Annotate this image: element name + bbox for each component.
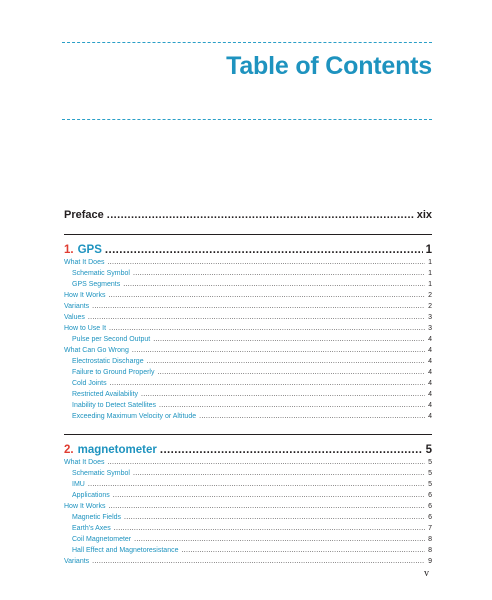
toc-entry[interactable] bbox=[64, 356, 432, 367]
toc-chapter-2[interactable] bbox=[64, 434, 432, 457]
toc-entry[interactable] bbox=[64, 378, 432, 389]
chapter-page: 5 bbox=[425, 444, 432, 456]
entry-label: Values bbox=[64, 314, 85, 321]
entry-label: Variants bbox=[64, 303, 90, 310]
dot-leader bbox=[110, 378, 425, 389]
entry-page: 4 bbox=[428, 391, 432, 398]
toc-entry[interactable] bbox=[64, 545, 432, 556]
toc-entry[interactable] bbox=[64, 323, 432, 334]
chapter-number: 1. bbox=[64, 244, 74, 256]
entry-page: 8 bbox=[428, 536, 432, 543]
entry-page: 3 bbox=[428, 314, 432, 321]
entry-page: 1 bbox=[428, 281, 432, 288]
dot-leader bbox=[159, 400, 425, 411]
entry-label: Coil Magnetometer bbox=[72, 536, 132, 543]
toc-entry[interactable] bbox=[64, 257, 432, 268]
toc-entry[interactable] bbox=[64, 468, 432, 479]
dot-leader bbox=[124, 512, 425, 523]
entry-label: What Can Go Wrong bbox=[64, 347, 129, 354]
dot-leader bbox=[88, 479, 425, 490]
dot-leader bbox=[133, 268, 425, 279]
dot-leader bbox=[147, 356, 426, 367]
chapter-title: magnetometer bbox=[77, 444, 157, 456]
entry-label: How It Works bbox=[64, 292, 106, 299]
entry-page: 2 bbox=[428, 292, 432, 299]
entry-page: 1 bbox=[428, 259, 432, 266]
entry-label: What It Does bbox=[64, 459, 105, 466]
entry-page: 4 bbox=[428, 336, 432, 343]
toc-entry[interactable] bbox=[64, 479, 432, 490]
entry-label: GPS Segments bbox=[72, 281, 121, 288]
toc-chapter-1[interactable] bbox=[64, 234, 432, 257]
entry-label: Cold Joints bbox=[72, 380, 107, 387]
toc-entry[interactable] bbox=[64, 367, 432, 378]
toc-entry[interactable] bbox=[64, 534, 432, 545]
entry-label: Schematic Symbol bbox=[72, 470, 130, 477]
dot-leader bbox=[92, 556, 425, 567]
entry-label: Restricted Availability bbox=[72, 391, 139, 398]
entry-label: Pulse per Second Output bbox=[72, 336, 151, 343]
dot-leader bbox=[88, 312, 425, 323]
entry-label: Electrostatic Discharge bbox=[72, 358, 144, 365]
toc-entry[interactable] bbox=[64, 290, 432, 301]
toc-entry[interactable] bbox=[64, 457, 432, 468]
entry-page: 4 bbox=[428, 402, 432, 409]
entry-page: 9 bbox=[428, 558, 432, 565]
entry-page: 8 bbox=[428, 547, 432, 554]
dot-leader bbox=[199, 411, 425, 422]
entry-page: 4 bbox=[428, 413, 432, 420]
entry-page: 4 bbox=[428, 358, 432, 365]
dot-leader bbox=[133, 468, 425, 479]
toc-entry[interactable] bbox=[64, 523, 432, 534]
entry-label: How to Use It bbox=[64, 325, 107, 332]
entry-page: 6 bbox=[428, 514, 432, 521]
dot-leader bbox=[107, 257, 425, 268]
bottom-dashed-rule bbox=[62, 119, 432, 120]
entry-page: 5 bbox=[428, 459, 432, 466]
toc-entry[interactable] bbox=[64, 400, 432, 411]
dot-leader bbox=[134, 534, 425, 545]
dot-leader bbox=[182, 545, 426, 556]
toc-entry[interactable] bbox=[64, 345, 432, 356]
entry-page: 1 bbox=[428, 270, 432, 277]
entry-label: Variants bbox=[64, 558, 90, 565]
preface-page: xix bbox=[416, 209, 432, 221]
entry-page: 5 bbox=[428, 470, 432, 477]
entry-label: Applications bbox=[72, 492, 110, 499]
preface-label: Preface bbox=[64, 209, 104, 221]
table-of-contents bbox=[64, 208, 432, 567]
entry-label: IMU bbox=[72, 481, 85, 488]
entry-page: 4 bbox=[428, 347, 432, 354]
toc-preface[interactable] bbox=[64, 208, 432, 222]
entry-label: Earth's Axes bbox=[72, 525, 111, 532]
entry-page: 2 bbox=[428, 303, 432, 310]
entry-page: 4 bbox=[428, 380, 432, 387]
toc-entry[interactable] bbox=[64, 389, 432, 400]
toc-entry[interactable] bbox=[64, 512, 432, 523]
dot-leader bbox=[92, 301, 425, 312]
page-number: v bbox=[424, 568, 429, 579]
dot-leader bbox=[132, 345, 425, 356]
dot-leader bbox=[114, 523, 425, 534]
entry-page: 4 bbox=[428, 369, 432, 376]
dot-leader bbox=[157, 367, 425, 378]
toc-entry[interactable] bbox=[64, 411, 432, 422]
entry-page: 7 bbox=[428, 525, 432, 532]
entry-page: 3 bbox=[428, 325, 432, 332]
toc-entry[interactable] bbox=[64, 268, 432, 279]
toc-entry[interactable] bbox=[64, 301, 432, 312]
entry-label: What It Does bbox=[64, 259, 105, 266]
entry-label: How It Works bbox=[64, 503, 106, 510]
toc-entry[interactable] bbox=[64, 312, 432, 323]
toc-entry[interactable] bbox=[64, 334, 432, 345]
entry-label: Schematic Symbol bbox=[72, 270, 130, 277]
chapter-title: GPS bbox=[77, 244, 102, 256]
entry-page: 6 bbox=[428, 503, 432, 510]
dot-leader bbox=[107, 457, 425, 468]
toc-entry[interactable] bbox=[64, 279, 432, 290]
dot-leader bbox=[123, 279, 425, 290]
dot-leader bbox=[160, 443, 423, 457]
entry-page: 5 bbox=[428, 481, 432, 488]
entry-label: Magnetic Fields bbox=[72, 514, 122, 521]
chapter-number: 2. bbox=[64, 444, 74, 456]
dot-leader bbox=[107, 208, 414, 222]
entry-label: Hall Effect and Magnetoresistance bbox=[72, 547, 179, 554]
dot-leader bbox=[141, 389, 425, 400]
chapter-page: 1 bbox=[425, 244, 432, 256]
dot-leader bbox=[109, 290, 426, 301]
dot-leader bbox=[153, 334, 425, 345]
page-title: Table of Contents bbox=[226, 52, 432, 80]
dot-leader bbox=[105, 243, 423, 257]
dot-leader bbox=[113, 490, 425, 501]
toc-entry[interactable] bbox=[64, 490, 432, 501]
top-dashed-rule bbox=[62, 42, 432, 43]
entry-page: 6 bbox=[428, 492, 432, 499]
toc-entry[interactable] bbox=[64, 556, 432, 567]
entry-label: Inability to Detect Satellites bbox=[72, 402, 157, 409]
entry-label: Failure to Ground Properly bbox=[72, 369, 155, 376]
dot-leader bbox=[109, 323, 425, 334]
entry-label: Exceeding Maximum Velocity or Altitude bbox=[72, 413, 197, 420]
toc-entry[interactable] bbox=[64, 501, 432, 512]
dot-leader bbox=[109, 501, 426, 512]
